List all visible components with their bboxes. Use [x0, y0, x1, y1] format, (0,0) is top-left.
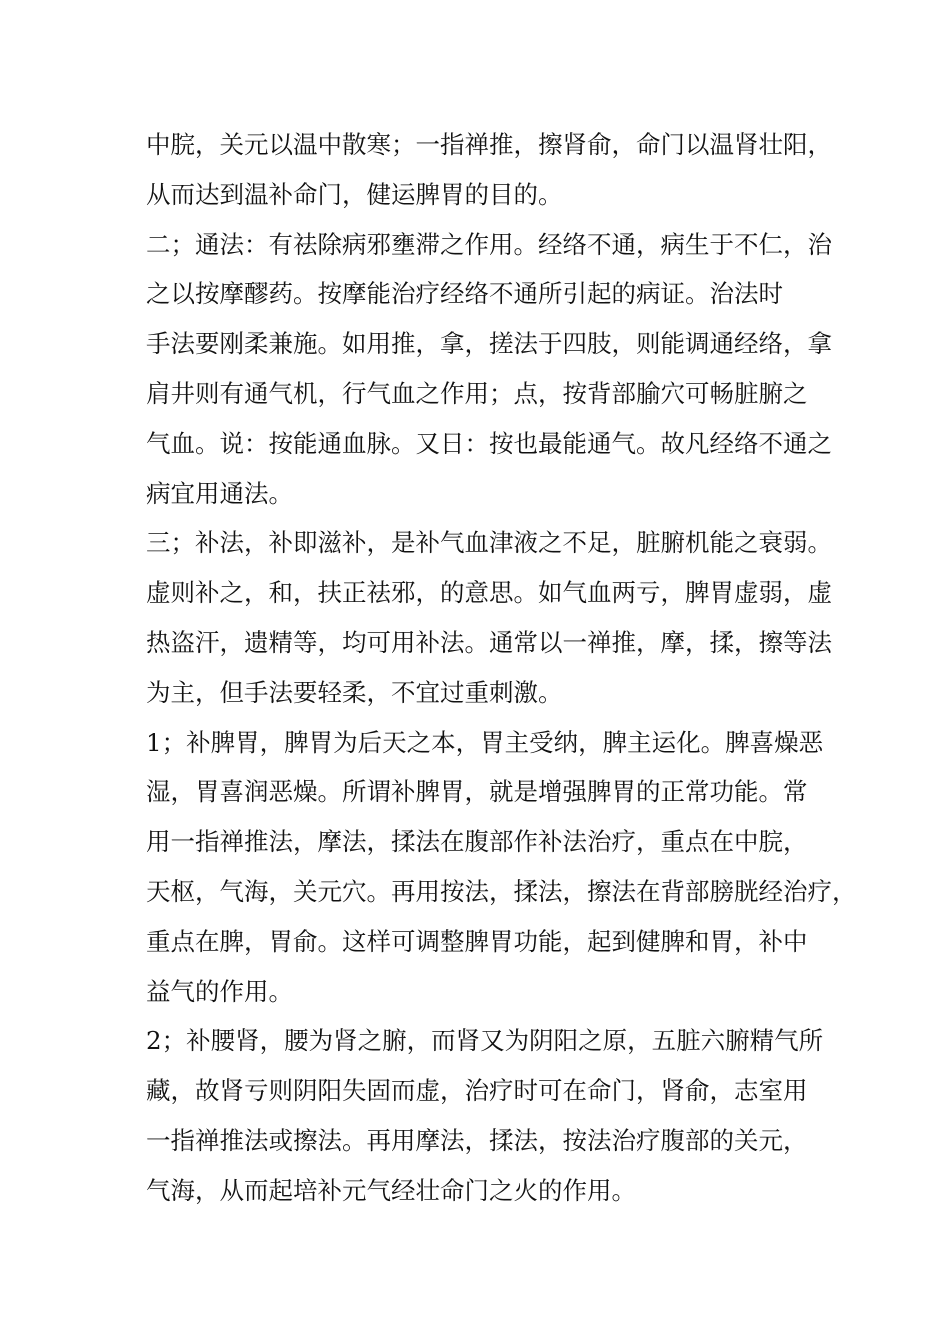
text-line: 湿，胃喜润恶燥。所谓补脾胃，就是增强脾胃的正常功能。常 [146, 777, 808, 807]
text-line: 一指禅推法或擦法。再用摩法，揉法，按法治疗腹部的关元， [146, 1125, 808, 1155]
text-line: 气海，从而起培补元气经壮命门之火的作用。 [146, 1175, 636, 1205]
text-line: 热盗汗，遗精等，均可用补法。通常以一禅推，摩，揉，擦等法 [146, 627, 832, 657]
text-line: 虚则补之，和，扶正祛邪，的意思。如气血两亏，脾胃虚弱，虚 [146, 578, 832, 608]
text-line: 天枢，气海，关元穴。再用按法，揉法，擦法在背部膀胱经治疗， [146, 876, 857, 906]
text-line: 病宜用通法。 [146, 478, 293, 508]
text-line: 从而达到温补命门，健运脾胃的目的。 [146, 179, 563, 209]
text-line: 中脘，关元以温中散寒；一指禅推，擦肾俞，命门以温肾壮阳， [146, 130, 832, 159]
paragraph-tonifying-method [146, 518, 832, 717]
text-line: 益气的作用。 [146, 976, 293, 1006]
text-line: 气血。说：按能通血脉。又日：按也最能通气。故凡经络不通之 [146, 428, 832, 458]
text-line: 三；补法，补即滋补，是补气血津液之不足，脏腑机能之衰弱。 [146, 528, 832, 558]
paragraph-tonify-spleen-stomach [146, 718, 857, 1017]
text-line: 二；通法：有祛除病邪壅滞之作用。经络不通，病生于不仁，治 [146, 229, 832, 259]
text-line: 之以按摩醪药。按摩能治疗经络不通所引起的病证。治法时 [146, 279, 783, 309]
paragraph-tonify-waist-kidney [146, 1016, 826, 1215]
text-line: 为主，但手法要轻柔，不宜过重刺激。 [146, 677, 563, 707]
text-line: 1；补脾胃，脾胃为后天之本，胃主受纳，脾主运化。脾喜燥恶 [146, 727, 824, 757]
text-line: 手法要刚柔兼施。如用推，拿，搓法于四肢，则能调通经络，拿 [146, 329, 832, 359]
text-line: 藏，故肾亏则阴阳失固而虚，治疗时可在命门，肾俞，志室用 [146, 1076, 808, 1106]
text-line: 2；补腰肾，腰为肾之腑，而肾又为阴阳之原，五脏六腑精气所 [146, 1026, 824, 1056]
text-line: 重点在脾，胃俞。这样可调整脾胃功能，起到健脾和胃，补中 [146, 926, 808, 956]
text-line: 用一指禅推法，摩法，揉法在腹部作补法治疗，重点在中脘， [146, 827, 808, 857]
document-body [146, 120, 857, 1216]
paragraph-warming-method-end [146, 120, 832, 220]
text-line: 肩井则有通气机，行气血之作用；点，按背部腧穴可畅脏腑之 [146, 378, 808, 408]
paragraph-unblocking-method [146, 220, 832, 519]
